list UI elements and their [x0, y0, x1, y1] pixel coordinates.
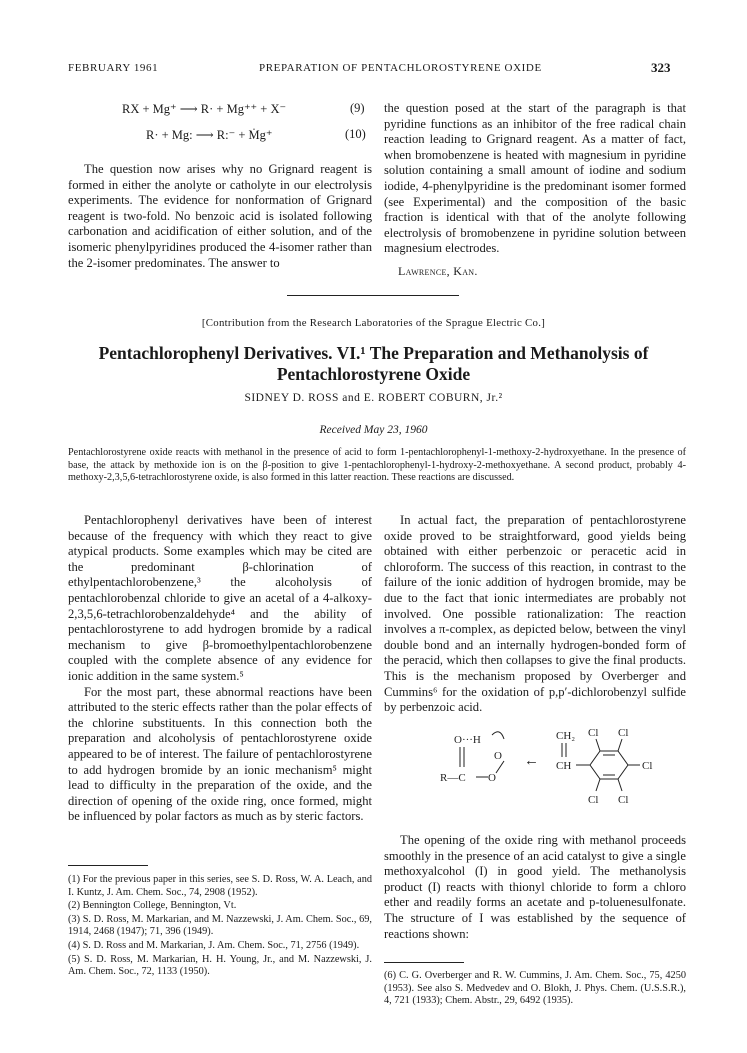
body-left-paragraph-2: For the most part, these abnormal reactions have been attributed to the steric effects rather than the polar effects of the chlorine substituents. In this connection both the preparation and alcoholysis of pentachlorostyrene oxide appeared to be of interest. The failure of pentachlorostyrene to add hydrogen bromide by an ionic mechanism⁵ might lead to difficulty in the preparation of the oxide, and the direction of opening of the oxide ring, once formed, might be influenced by polar factors as much as by steric factors.	[68, 684, 372, 824]
ch-label: CH	[556, 760, 572, 772]
top-right-paragraph: the question posed at the start of the paragraph is that pyridine functions as an inhibitor of the free radical chain reaction leading to Grignard reagent. As a matter of fact, when bromobenzene is heated with magnesium in pyridine solution containing a small amount of iodine and sodium iodide, 4-phenylpyridine is the predominant isomer formed (see Experimental) and the composition of the basic fraction is identical with that of the anolyte following electrolysis of bromobenzene in pyridine solution between magnesium electrodes.	[384, 101, 686, 256]
body-left-paragraph-1: Pentachlorophenyl derivatives have been of interest because of the frequency with which they react to give atypical products. Some examples which may be cited are the predominant β-chlorination of ethylpentachlorobenzene,³ the alcoholysis of pentachlorobenzal chloride to give an acetal of a 4-alkoxy-2,3,5,6-tetrachlorobenzaldehyde⁴ and the ability of pentachlorostyrene to add hydrogen bromide by a radical mechanism to give β-bromoethylpentachlorobenzene coupled with the complete absence of any evidence for ionic addition in the same system.⁵	[68, 513, 372, 683]
cl-bond-bot2	[618, 779, 622, 791]
author-signature: Lawrence, Kan.	[398, 264, 478, 278]
authors: SIDNEY D. ROSS and E. ROBERT COBURN, Jr.²	[244, 392, 503, 404]
pi-complex-diagram	[440, 725, 670, 837]
cl-bottom-1: Cl	[588, 794, 599, 806]
equation-9: RX + Mg⁺ ⟶ R· + Mg⁺⁺ + X⁻	[122, 102, 287, 116]
cl-bond-bot1	[596, 779, 600, 791]
header-date: FEBRUARY 1961	[68, 62, 159, 74]
abstract: Pentachlorostyrene oxide reacts with methanol in the presence of acid to form 1-pentachlorophenyl-1-methoxy-2-hydroxyethane. In the presence of base, the attack by methoxide ion is on the β-position to give 1-pentachlorophenyl-1-hydroxy-2-methoxyethane. A second product, probably 4-methoxy-2,3,5,6-tetrachlorostyrene oxide, is also formed in this latter reaction. These reactions are discussed.	[68, 447, 686, 484]
peracid-o2-label: O	[488, 772, 496, 784]
top-left-paragraph: The question now arises why no Grignard reagent is formed in either the anolyte or catholyte in our electrolysis experiments. The evidence for nonformation of Grignard reagent is two-fold. No benzoic acid is isolated following carbonation and acidification of either solution, and of the isomeric phenylpyridines produced the 4-isomer rather than the 2-isomer predominates. The answer to	[68, 162, 372, 270]
contribution-line: [Contribution from the Research Laboratories of the Sprague Electric Co.]	[201, 317, 546, 329]
cl-top-2: Cl	[618, 727, 629, 739]
body-right-paragraph-1: In actual fact, the preparation of pentachlorostyrene oxide proved to be straightforward, good yields being obtained with either perbenzoic or peracetic acid in chloroform. The success of this reaction, in contrast to the failure of the ionic addition of hydrogen bromide, may be due to the fact that ionic intermediates are probably not involved. One possible rationalization: The reaction involves a π-complex, as depicted below, between the vinyl double bond and an internally hydrogen-bonded form of the peracid, which then collapses to give the final products. This is the mechanism proposed by Overberger and Cummins⁶ for the oxidation of p,p′-dichlorobenzyl sulfide by perbenzoic acid.	[384, 513, 686, 715]
received-date: Received May 23, 1960	[319, 424, 428, 436]
body-left-column	[68, 513, 372, 825]
peracid-top-label: O···H	[454, 734, 481, 746]
article-title	[0, 343, 747, 385]
cl-bond-top2	[618, 739, 622, 751]
article-title-line-2: Pentachlorostyrene Oxide	[276, 364, 471, 384]
peracid-o-label: O	[494, 750, 502, 762]
equation-9-number: (9)	[350, 101, 365, 115]
cl-bottom-2: Cl	[618, 794, 629, 806]
footnote-1: (1) For the previous paper in this series, see S. D. Ross, W. A. Leach, and I. Kuntz, J. Am. Chem. Soc., 74, 2908 (1952).	[68, 874, 372, 898]
footnote-4: (4) S. D. Ross and M. Markarian, J. Am. Chem. Soc., 71, 2756 (1949).	[68, 939, 360, 951]
footnote-rule-right	[384, 962, 464, 963]
cl-right: Cl	[642, 760, 653, 772]
footnote-rule-left	[68, 865, 148, 866]
peracid-bond-arc	[492, 732, 504, 739]
footnotes-right	[384, 970, 686, 1009]
reaction-arrow: ←	[524, 753, 539, 769]
body-right-paragraph-2: The opening of the oxide ring with methanol proceeds smoothly in the presence of an acid catalyst to give a single methoxyalcohol (I) in good yield. The methanolysis product (I) reacts with thionyl chloride to form a chloro ether and readily forms an acetate and p-toluenesulfonate. The structure of I was established by the sequence of reactions shown:	[384, 833, 686, 941]
footnotes-left	[68, 874, 372, 980]
section-rule	[287, 295, 459, 296]
ch2-label: CH₂	[556, 730, 576, 742]
peracid-rc-label: R—C	[440, 772, 466, 784]
header-running-title: PREPARATION OF PENTACHLOROSTYRENE OXIDE	[259, 62, 542, 74]
footnote-5: (5) S. D. Ross, M. Markarian, H. H. Young, Jr., and M. Nazzewski, J. Am. Chem. Soc., 72, 1133 (1950).	[68, 953, 372, 978]
page-number: 323	[651, 60, 671, 75]
cl-bond-top1	[596, 739, 600, 751]
footnote-3: (3) S. D. Ross, M. Markarian, and M. Nazzewski, J. Am. Chem. Soc., 69, 1914, 2468 (1947); 71, 396 (1949).	[68, 913, 372, 938]
equation-10-number: (10)	[345, 127, 366, 141]
article-title-line-1: Pentachlorophenyl Derivatives. VI.¹ The Preparation and Methanolysis of	[98, 343, 649, 363]
footnote-2: (2) Bennington College, Bennington, Vt.	[68, 900, 237, 912]
cl-top-1: Cl	[588, 727, 599, 739]
equation-10: R· + Mg: ⟶ R:⁻ + Ṁg⁺	[146, 128, 273, 142]
footnote-6: (6) C. G. Overberger and R. W. Cummins, J. Am. Chem. Soc., 75, 4250 (1953). See also S. Medvedev and O. Blokh, J. Phys. Chem. (U.S.S.R.), 4, 721 (1933); Chem. Abstr., 29, 6492 (1935).	[384, 970, 686, 1007]
peracid-ring-bond	[496, 761, 504, 773]
